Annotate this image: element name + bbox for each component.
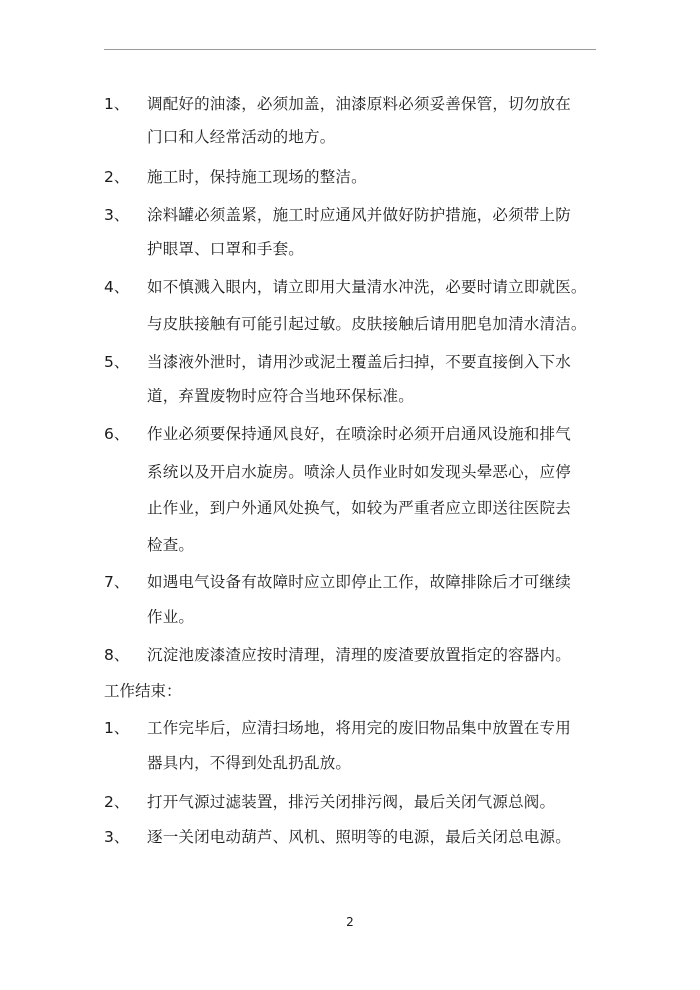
section-heading: 工作结束： bbox=[104, 682, 182, 700]
item-text-line: 如遇电气设备有故障时应立即停止工作，故障排除后才可继续 bbox=[147, 573, 571, 591]
item-text-line: 止作业，到户外通风处换气，如较为严重者应立即送往医院去 bbox=[147, 499, 571, 517]
item-text-line: 道，弃置废物时应符合当地环保标准。 bbox=[147, 387, 414, 405]
item-text-line: 当漆液外泄时，请用沙或泥土覆盖后扫掉，不要直接倒入下水 bbox=[147, 353, 571, 371]
item-text-line: 如不慎溅入眼内，请立即用大量清水冲洗，必要时请立即就医。 bbox=[147, 278, 587, 296]
item-number: 1、 bbox=[104, 95, 130, 113]
item-text-line: 器具内，不得到处乱扔乱放。 bbox=[147, 754, 352, 772]
item-number: 3、 bbox=[104, 828, 130, 846]
item-text-line: 施工时，保持施工现场的整洁。 bbox=[147, 168, 367, 186]
item-text-line: 作业。 bbox=[147, 608, 195, 626]
item-text-line: 沉淀池废漆渣应按时清理，清理的废渣要放置指定的容器内。 bbox=[147, 646, 571, 664]
item-text-line: 检查。 bbox=[147, 536, 195, 554]
item-number: 6、 bbox=[104, 425, 130, 443]
item-text-line: 门口和人经常活动的地方。 bbox=[147, 128, 336, 146]
item-text-line: 逐一关闭电动葫芦、风机、照明等的电源，最后关闭总电源。 bbox=[147, 828, 571, 846]
item-text-line: 系统以及开启水旋房。喷涂人员作业时如发现头晕恶心，应停 bbox=[147, 463, 571, 481]
item-number: 4、 bbox=[104, 278, 130, 296]
item-number: 2、 bbox=[104, 168, 130, 186]
item-text-line: 工作完毕后，应清扫场地，将用完的废旧物品集中放置在专用 bbox=[147, 719, 571, 737]
item-text-line: 调配好的油漆，必须加盖，油漆原料必须妥善保管，切勿放在 bbox=[147, 95, 571, 113]
item-number: 1、 bbox=[104, 719, 130, 737]
item-text-line: 作业必须要保持通风良好，在喷涂时必须开启通风设施和排气 bbox=[147, 425, 571, 443]
item-text-line: 涂料罐必须盖紧，施工时应通风并做好防护措施，必须带上防 bbox=[147, 206, 571, 224]
item-number: 3、 bbox=[104, 206, 130, 224]
item-text-line: 打开气源过滤装置，排污关闭排污阀，最后关闭气源总阀。 bbox=[147, 793, 556, 811]
item-number: 8、 bbox=[104, 646, 130, 664]
item-text-line: 护眼罩、口罩和手套。 bbox=[147, 240, 305, 258]
item-number: 7、 bbox=[104, 573, 130, 591]
header-rule bbox=[104, 49, 596, 50]
page-number: 2 bbox=[346, 915, 354, 929]
item-number: 5、 bbox=[104, 353, 130, 371]
item-number: 2、 bbox=[104, 793, 130, 811]
item-text-line: 与皮肤接触有可能引起过敏。皮肤接触后请用肥皂加清水清洁。 bbox=[147, 315, 587, 333]
